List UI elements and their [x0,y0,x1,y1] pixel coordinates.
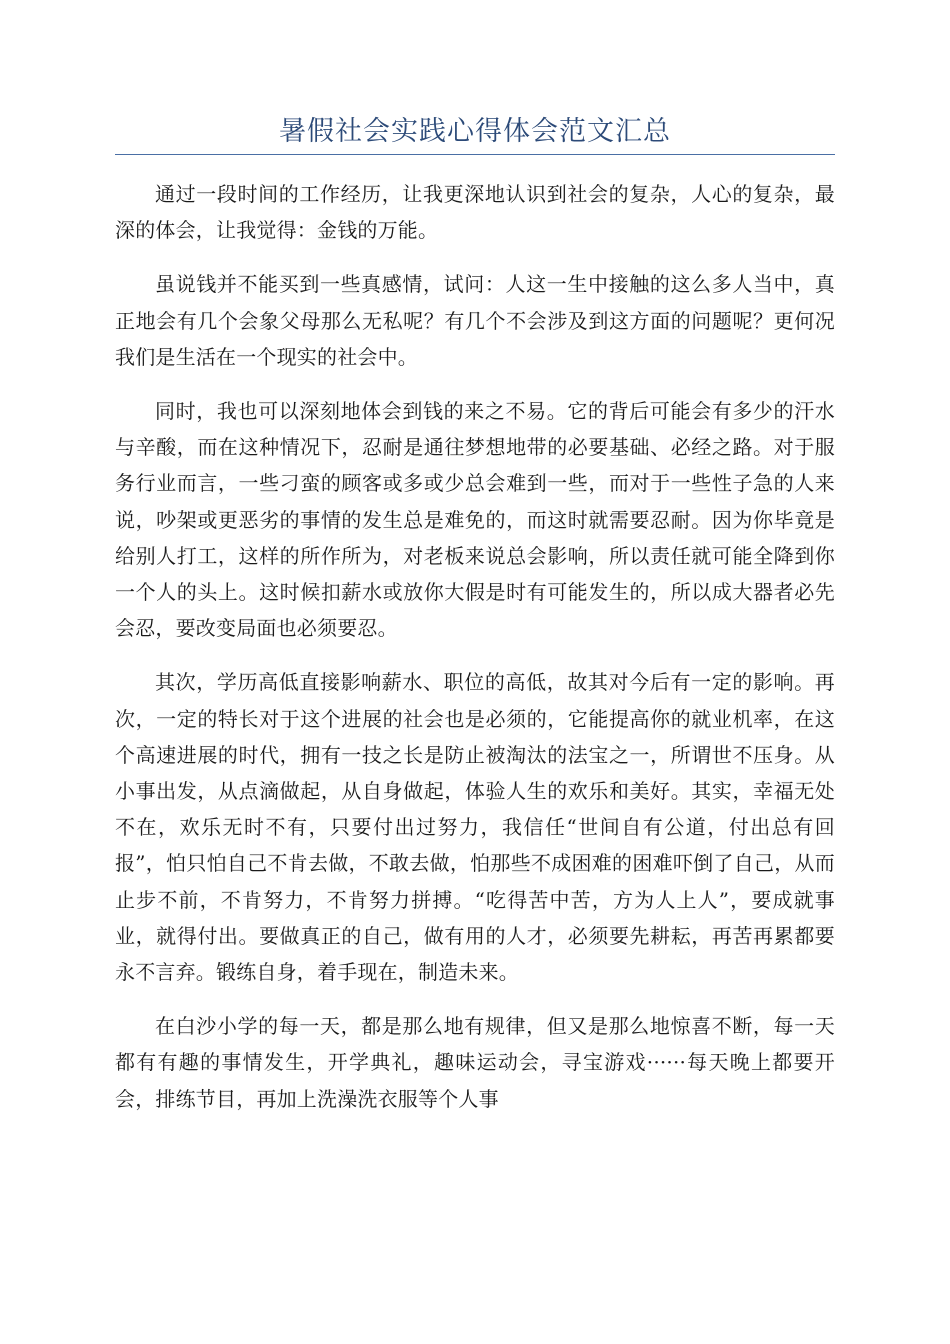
paragraph-2: 虽说钱并不能买到一些真感情，试问：人这一生中接触的这么多人当中，真正地会有几个会象父母那么无私呢？有几个不会涉及到这方面的问题呢？更何况我们是生活在一个现实的社会中。 [115,272,835,369]
document-title: 暑假社会实践心得体会范文汇总 [279,116,671,147]
paragraph-5: 在白沙小学的每一天，都是那么地有规律，但又是那么地惊喜不断，每一天都有有趣的事情发生，开学典礼，趣味运动会，寻宝游戏······每天晚上都要开会，排练节目，再加上洗澡洗衣服等个人事 [115,1014,835,1111]
document-body [115,176,835,1135]
title-underline [115,154,835,155]
paragraph-3: 同时，我也可以深刻地体会到钱的来之不易。它的背后可能会有多少的汗水与辛酸，而在这种情况下，忍耐是通往梦想地带的必要基础、必经之路。对于服务行业而言，一些刁蛮的顾客或多或少总会难到一些，而对于一些性子急的人来说，吵架或更恶劣的事情的发生总是难免的，而这时就需要忍耐。因为你毕竟是给别人打工，这样的所作所为，对老板来说总会影响，所以责任就可能全降到你一个人的头上。这时候扣薪水或放你大假是时有可能发生的，所以成大器者必先会忍，要改变局面也必须要忍。 [115,399,835,641]
paragraph-4: 其次，学历高低直接影响薪水、职位的高低，故其对今后有一定的影响。再次，一定的特长对于这个进展的社会也是必须的，它能提高你的就业机率，在这个高速进展的时代，拥有一技之长是防止被淘汰的法宝之一，所谓世不压身。从小事出发，从点滴做起，从自身做起，体验人生的欢乐和美好。其实，幸福无处不在，欢乐无时不有，只要付出过努力，我信任“世间自有公道，付出总有回报”，怕只怕自己不肯去做，不敢去做，怕那些不成困难的困难吓倒了自己，从而止步不前，不肯努力，不肯努力拼搏。“吃得苦中苦，方为人上人”，要成就事业，就得付出。要做真正的自己，做有用的人才，必须要先耕耘，再苦再累都要永不言弃。锻练自身，着手现在，制造未来。 [115,670,835,985]
paragraph-1: 通过一段时间的工作经历，让我更深地认识到社会的复杂，人心的复杂，最深的体会，让我觉得：金钱的万能。 [115,182,835,243]
